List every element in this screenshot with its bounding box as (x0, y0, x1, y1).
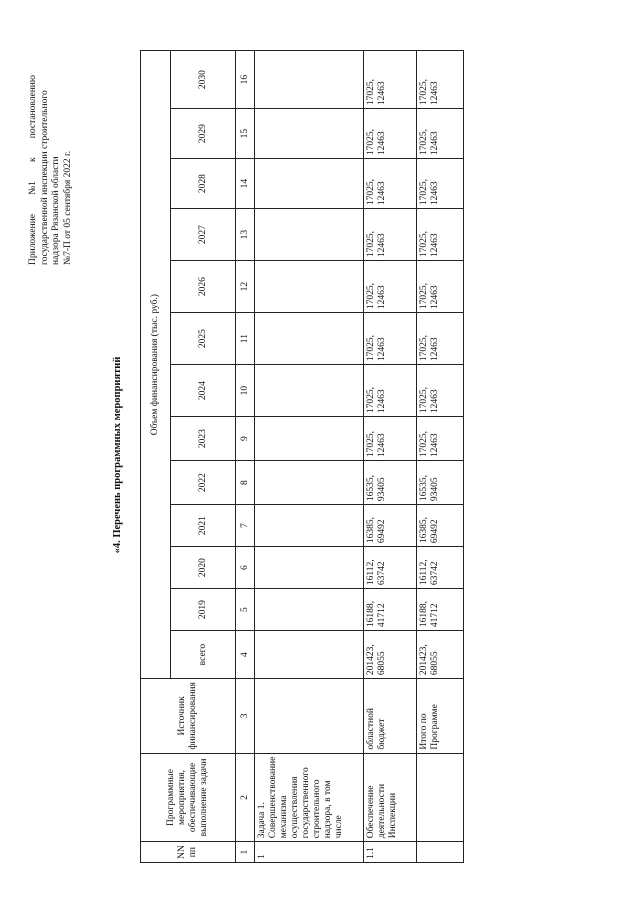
value-cell: 16385, 69492 (364, 505, 417, 547)
total-value-cell: 17025, 12463 (417, 159, 464, 209)
index-cell: 1 (236, 842, 255, 863)
row-activity: Обеспечение деятельности Инспекции (364, 753, 417, 842)
index-cell: 16 (236, 51, 255, 109)
year-header: 2030 (171, 51, 236, 109)
header-row (141, 51, 171, 863)
section-heading: «4. Перечень программных мероприятий (112, 356, 123, 554)
appendix-word: постановлению (28, 75, 38, 139)
value-cell: 16188, 41712 (364, 589, 417, 631)
appendix-line: государственной инспекции строительного (39, 90, 50, 265)
total-value-cell: 16188, 41712 (417, 589, 464, 631)
value-cell: 16112, 63742 (364, 547, 417, 589)
header-source: Источник финансирования (141, 679, 236, 754)
year-header: 2023 (171, 417, 236, 461)
appendix-word: к (28, 157, 38, 162)
header-activity: Программные мероприятия, обеспечивающие выполнение задачи (141, 753, 236, 842)
year-header: 2026 (171, 261, 236, 313)
appendix-line: надзора Рязанской области (51, 156, 61, 265)
value-cell: 17025, 12463 (364, 365, 417, 417)
total-value-cell: 17025, 12463 (417, 313, 464, 365)
index-cell: 10 (236, 365, 255, 417)
year-header: 2024 (171, 365, 236, 417)
value-cell: 201423, 68055 (364, 631, 417, 679)
index-cell: 7 (236, 505, 255, 547)
total-value-cell: 16385, 69492 (417, 505, 464, 547)
value-cell: 17025, 12463 (364, 109, 417, 159)
index-cell: 8 (236, 461, 255, 505)
year-header: 2022 (171, 461, 236, 505)
year-header: 2021 (171, 505, 236, 547)
index-cell: 4 (236, 631, 255, 679)
value-cell: 17025, 12463 (364, 261, 417, 313)
year-header: 2025 (171, 313, 236, 365)
task-row (255, 51, 364, 863)
task-nn: 1 (255, 842, 364, 863)
index-cell: 6 (236, 547, 255, 589)
appendix-word: №1 (28, 181, 38, 195)
total-value-cell: 17025, 12463 (417, 261, 464, 313)
value-cell: 17025, 12463 (364, 417, 417, 461)
value-cell: 17025, 12463 (364, 159, 417, 209)
total-value-cell: 201423, 68055 (417, 631, 464, 679)
year-header: 2029 (171, 109, 236, 159)
value-cell: 16535, 93405 (364, 461, 417, 505)
value-cell: 17025, 12463 (364, 209, 417, 261)
row-nn: 1.1 (364, 842, 417, 863)
header-funding: Объем финансирования (тыс. руб.) (141, 51, 171, 679)
total-value-cell: 16535, 93405 (417, 461, 464, 505)
task-activity: Задача 1. Совершенствование механизма осуществления государственного строительного надзора, в том числе (255, 753, 364, 842)
index-cell: 12 (236, 261, 255, 313)
year-header: 2019 (171, 589, 236, 631)
value-cell: 17025, 12463 (364, 313, 417, 365)
total-row (417, 51, 464, 863)
total-value-cell: 17025, 12463 (417, 51, 464, 109)
appendix-note (28, 75, 74, 265)
index-cell: 5 (236, 589, 255, 631)
index-cell: 11 (236, 313, 255, 365)
year-header: всего (171, 631, 236, 679)
index-cell: 2 (236, 753, 255, 842)
year-header: 2027 (171, 209, 236, 261)
appendix-word: Приложение (28, 214, 38, 265)
value-cell: 17025, 12463 (364, 51, 417, 109)
total-value-cell: 17025, 12463 (417, 209, 464, 261)
index-cell: 13 (236, 209, 255, 261)
total-label: Итого по Программе (417, 679, 464, 754)
total-value-cell: 17025, 12463 (417, 109, 464, 159)
index-cell: 15 (236, 109, 255, 159)
table-row (364, 51, 417, 863)
total-value-cell: 16112, 63742 (417, 547, 464, 589)
total-value-cell: 17025, 12463 (417, 417, 464, 461)
year-header: 2028 (171, 159, 236, 209)
index-cell: 3 (236, 679, 255, 754)
program-activities-table (140, 50, 464, 863)
header-nn: NN пп (141, 842, 236, 863)
year-header: 2020 (171, 547, 236, 589)
index-cell: 14 (236, 159, 255, 209)
appendix-line: №7-П от 05 сентября 2022 г. (62, 150, 73, 265)
total-value-cell: 17025, 12463 (417, 365, 464, 417)
row-source: областной бюджет (364, 679, 417, 754)
column-index-row (236, 51, 255, 863)
index-cell: 9 (236, 417, 255, 461)
